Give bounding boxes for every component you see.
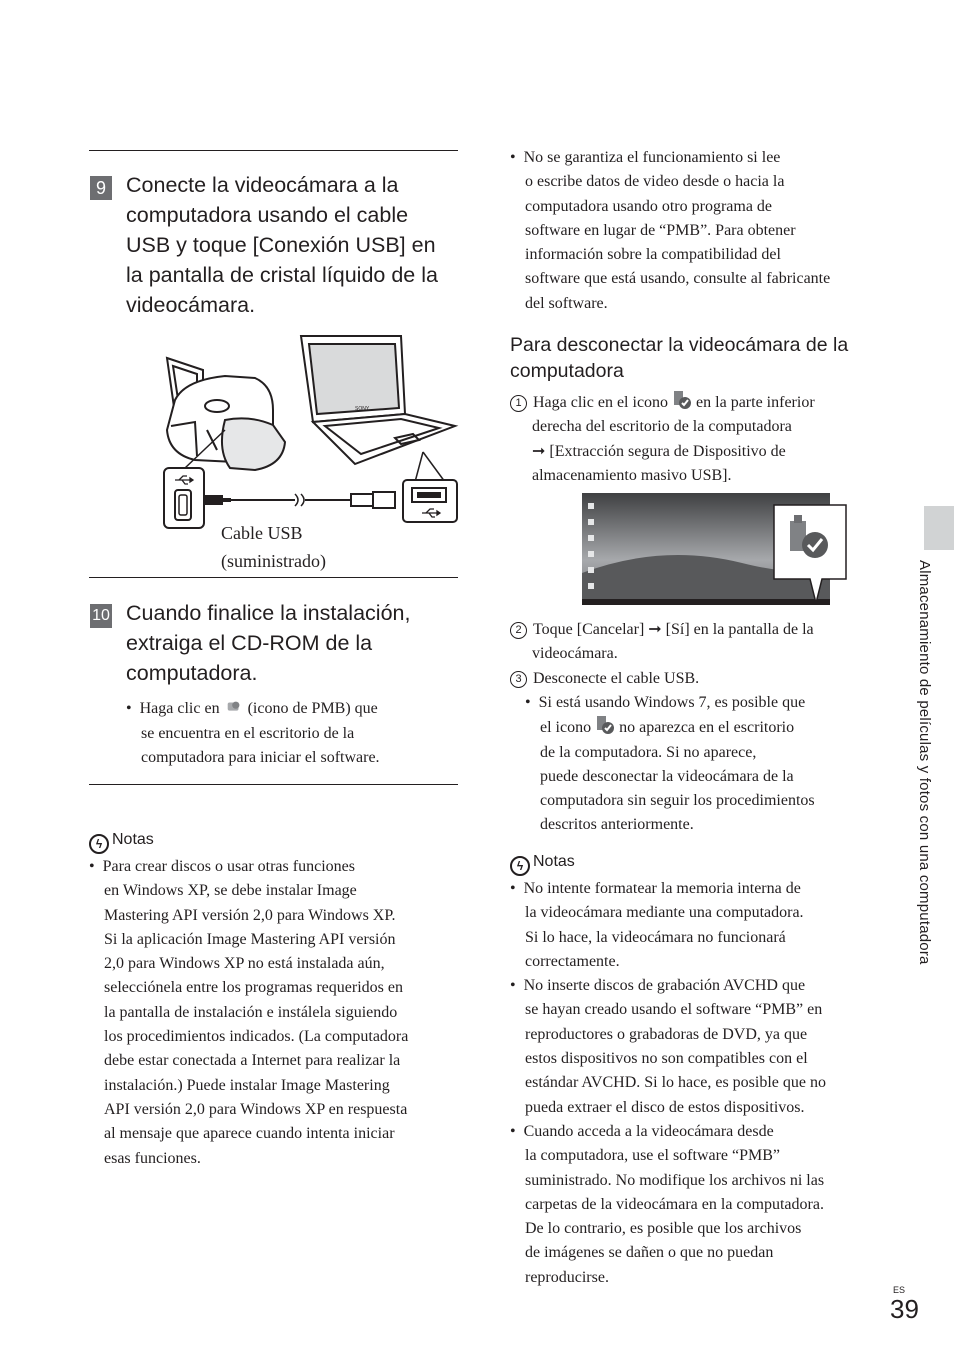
bullet-text: información sobre la compatibilidad del [525, 246, 781, 264]
bullet-text: computadora para iniciar el software. [141, 749, 380, 766]
step-text: Desconecte el cable USB. [533, 670, 700, 687]
step-9-title [126, 170, 438, 320]
figure-caption-line: (suministrado) [221, 551, 326, 571]
step-9-title-line: la pantalla de cristal líquido de la [126, 263, 438, 287]
note-line: carpetas de la videocámara en la computadora. [525, 1195, 824, 1213]
note-line: reproductores o grabadoras de DVD, ya que [525, 1025, 808, 1043]
note-line: Cuando acceda a la videocámara desde [523, 1122, 774, 1140]
pmb-icon [224, 698, 244, 716]
arrow-icon: ➞ [532, 442, 550, 460]
note-line: en Windows XP, se debe instalar Image [104, 882, 357, 900]
note-line: se hayan creado usando el software “PMB” en [525, 1001, 823, 1019]
note-line: pueda extraer el disco de estos dispositivos. [525, 1098, 805, 1116]
step-10-title-line: computadora. [126, 661, 258, 685]
laptop-brand-label: SONY [355, 406, 370, 412]
notes-heading-left [89, 830, 154, 854]
bullet-text: no aparezca en el escritorio [619, 719, 795, 737]
bullet-dot: • [510, 977, 524, 995]
notes-icon: ϟ [510, 856, 530, 876]
notes-heading-text: Notas [112, 831, 154, 848]
safely-remove-hardware-icon [595, 715, 615, 735]
step-10-title-line: Cuando finalice la instalación, [126, 601, 411, 625]
figure-caption [221, 519, 326, 575]
step-text: videocámara. [532, 645, 618, 663]
bullet-text: del software. [525, 294, 608, 312]
chapter-side-title [913, 560, 933, 1040]
bullet-dot: • [510, 1122, 524, 1140]
bullet-text: computadora usando otro programa de [525, 197, 773, 215]
step-circle-number: 2 [510, 622, 527, 639]
note-line: estos dispositivos no son compatibles con el [525, 1050, 808, 1068]
figure-caption-line: Cable USB [221, 523, 303, 543]
step-9-number: 9 [90, 176, 112, 200]
disconnect-step-3 [510, 667, 699, 691]
note-line: No inserte discos de grabación AVCHD que [523, 977, 806, 995]
disconnect-step-1 [510, 390, 815, 488]
bullet-text: puede desconectar la videocámara de la [540, 767, 794, 785]
bullet-dot: • [126, 700, 140, 717]
step-9-title-line: computadora usando el cable [126, 203, 409, 227]
note-line: Para crear discos o usar otras funciones [102, 858, 355, 875]
chapter-side-tab [924, 506, 954, 550]
disconnect-heading-line: computadora [510, 360, 624, 382]
safely-remove-hardware-icon [672, 390, 692, 410]
note-line: debe estar conectada a Internet para realizar la [104, 1052, 401, 1070]
note-line: Si la aplicación Image Mastering API versión [104, 930, 396, 948]
step-9-title-line: Conecte la videocámara a la [126, 173, 399, 197]
note-line: API versión 2,0 para Windows XP en respuesta [104, 1100, 408, 1118]
camcorder-illustration [167, 358, 285, 470]
bullet-text: (icono de PMB) que [247, 700, 378, 717]
bullet-dot: • [510, 149, 524, 166]
arrow-icon: ➞ [648, 621, 666, 638]
step-text: [Extracción segura de Dispositivo de [549, 442, 786, 460]
bullet-text: Haga clic en [139, 700, 220, 717]
step-circle-number: 3 [510, 671, 527, 688]
step-10-title [126, 598, 410, 688]
step-text: Haga clic en el icono [533, 394, 669, 411]
bullet-text: Si está usando Windows 7, es posible que [538, 694, 806, 711]
section-end-rule [89, 784, 458, 785]
step-text: [Sí] en la pantalla de la [665, 621, 814, 638]
footer-language: ES [893, 1285, 906, 1295]
note-line: los procedimientos indicados. (La computadora [104, 1028, 409, 1046]
desktop-screenshot [582, 493, 850, 608]
bullet-text: de la computadora. Si no aparece, [540, 743, 757, 761]
windows7-sub-bullet [525, 691, 815, 838]
laptop-illustration [301, 336, 455, 464]
step-text: derecha del escritorio de la computadora [532, 418, 792, 436]
bullet-text: software que está usando, consulte al fabricante [525, 270, 831, 288]
disconnect-step-2 [510, 618, 814, 667]
step-text: en la parte inferior [696, 394, 815, 411]
left-notes-bullet [89, 855, 408, 1171]
bullet-dot: • [510, 880, 524, 897]
note-line: correctamente. [525, 952, 620, 970]
step-10-bullet [126, 697, 380, 771]
note-line: de imágenes se dañen o que no puedan [525, 1244, 774, 1262]
step-9-title-line: USB y toque [Conexión USB] en [126, 233, 436, 257]
bullet-text: o escribe datos de video desde o hacia la [525, 173, 785, 191]
step-9-title-line: videocámara. [126, 293, 256, 317]
disconnect-heading-line: Para desconectar la videocámara de la [510, 334, 849, 356]
note-line: reproducirse. [525, 1268, 609, 1286]
notes-heading-text: Notas [533, 853, 575, 870]
step-10-title-line: extraiga el CD-ROM de la [126, 631, 373, 655]
bullet-text: software en lugar de “PMB”. Para obtener [525, 221, 796, 239]
bullet-dot: • [89, 858, 103, 875]
bullet-text: el icono [540, 719, 592, 737]
right-top-bullet [510, 146, 830, 316]
right-notes-list [510, 877, 826, 1290]
note-line: De lo contrario, es posible que los archivos [525, 1220, 802, 1238]
note-line: selecciónela entre los programas requeridos en [104, 979, 403, 997]
note-line: suministrado. No modifique los archivos ni las [525, 1171, 825, 1189]
note-line: la videocámara mediante una computadora. [525, 904, 804, 922]
note-line: al mensaje que aparece cuando intenta iniciar [104, 1125, 395, 1143]
note-line: esas funciones. [104, 1149, 201, 1167]
note-line: la pantalla de instalación e instálela siguiendo [104, 1003, 398, 1021]
bullet-text: computadora sin seguir los procedimientos [540, 792, 815, 810]
step-divider [89, 577, 458, 578]
note-line: la computadora, use el software “PMB” [525, 1147, 781, 1165]
top-rule-left [89, 150, 458, 151]
usb-connection-illustration [155, 330, 465, 535]
note-line: Si lo hace, la videocámara no funcionará [525, 928, 786, 946]
usb-cable-illustration [203, 492, 395, 508]
bullet-text: descritos anteriormente. [540, 816, 694, 834]
note-line: 2,0 para Windows XP no está instalada aún, [104, 955, 385, 973]
disconnect-heading [510, 332, 848, 384]
note-line: No intente formatear la memoria interna de [523, 880, 801, 897]
chapter-side-title-text: Almacenamiento de películas y fotos con una computadora [916, 560, 933, 965]
step-circle-number: 1 [510, 395, 527, 412]
step-text: almacenamiento masivo USB]. [532, 466, 732, 484]
step-10-number: 10 [90, 604, 112, 628]
note-line: instalación.) Puede instalar Image Mastering [104, 1076, 390, 1094]
note-line: Mastering API versión 2,0 para Windows XP. [104, 906, 396, 924]
page-number: 39 [890, 1294, 919, 1324]
note-line: estándar AVCHD. Si lo hace, es posible que no [525, 1074, 826, 1092]
notes-icon: ϟ [89, 834, 109, 854]
step-text: Toque [Cancelar] [533, 621, 645, 638]
bullet-text: se encuentra en el escritorio de la [141, 724, 355, 742]
bullet-dot: • [525, 694, 539, 711]
notes-heading-right [510, 852, 575, 876]
bullet-text: No se garantiza el funcionamiento si lee [523, 149, 781, 166]
